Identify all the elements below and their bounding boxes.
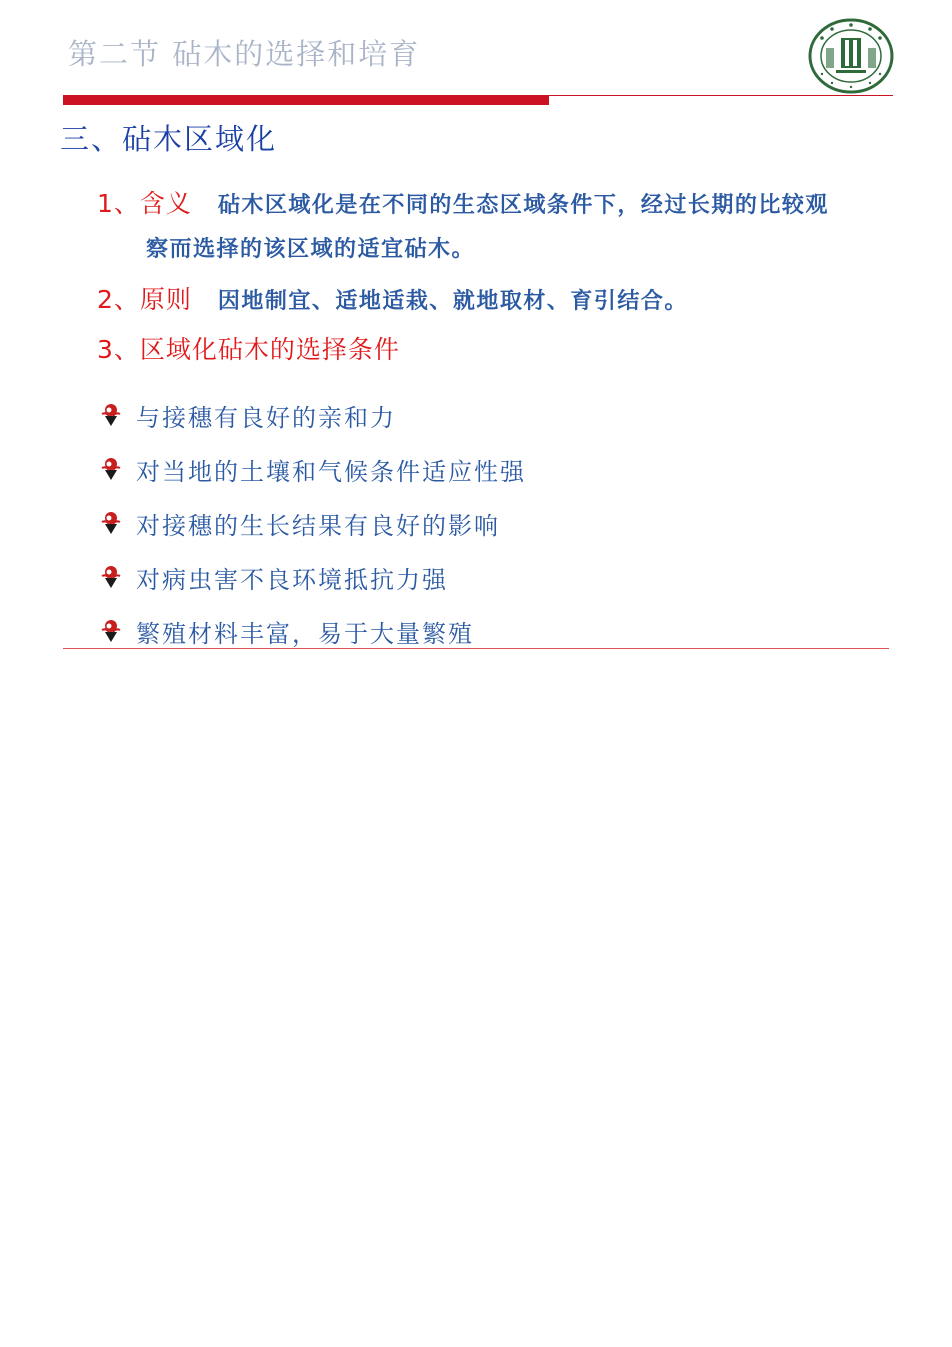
list-item-text: 繁殖材料丰富，易于大量繁殖 <box>136 619 474 648</box>
definition-label: 1、含义 <box>97 189 192 218</box>
list-item <box>100 442 526 496</box>
list-item <box>100 496 526 550</box>
definition-text-continued: 察而选择的该区域的适宜砧木。 <box>146 237 476 262</box>
principle-label: 2、原则 <box>97 285 192 314</box>
selection-conditions-label: 3、区域化砧木的选择条件 <box>97 335 400 364</box>
university-seal-icon <box>808 18 894 94</box>
page-title: 第二节 砧木的选择和培育 <box>68 37 421 71</box>
list-item-text: 与接穗有良好的亲和力 <box>136 403 396 432</box>
principle-item <box>97 280 688 316</box>
bottom-divider-line <box>63 648 889 649</box>
list-item-text: 对接穗的生长结果有良好的影响 <box>136 511 500 540</box>
selection-conditions-item <box>97 330 400 366</box>
mascot-bullet-icon <box>100 564 122 590</box>
mascot-bullet-icon <box>100 618 122 644</box>
conditions-list <box>100 388 526 658</box>
list-item <box>100 550 526 604</box>
mascot-bullet-icon <box>100 456 122 482</box>
list-item-text: 对当地的土壤和气候条件适应性强 <box>136 457 526 486</box>
definition-item <box>97 184 829 220</box>
definition-text: 砧木区域化是在不同的生态区域条件下，经过长期的比较观 <box>217 193 829 218</box>
principle-text: 因地制宜、适地适栽、就地取材、育引结合。 <box>217 289 688 314</box>
list-item-text: 对病虫害不良环境抵抗力强 <box>136 565 448 594</box>
section-heading: 三、砧木区域化 <box>60 122 278 156</box>
list-item <box>100 604 526 658</box>
list-item <box>100 388 526 442</box>
header-accent-bar <box>63 95 549 105</box>
mascot-bullet-icon <box>100 402 122 428</box>
mascot-bullet-icon <box>100 510 122 536</box>
header-divider-line <box>549 95 893 96</box>
